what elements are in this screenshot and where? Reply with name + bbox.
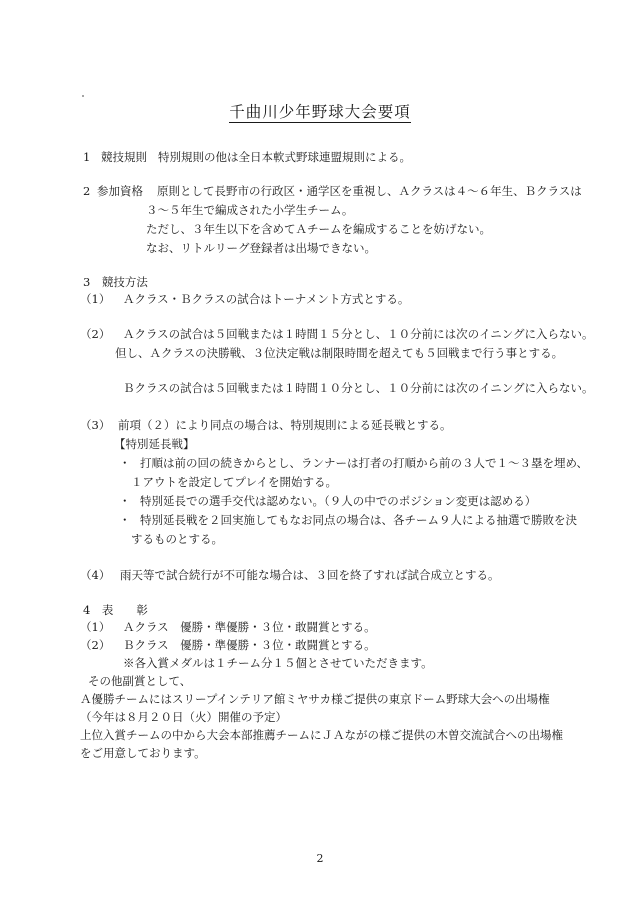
- section-4-heading: 4 表 彰: [83, 603, 148, 617]
- item-3-2-line: Ｂクラスの試合は５回戦または１時間１０分とし、１０分前には次のイニングに入らない。: [123, 381, 594, 395]
- prize-line: その他副賞として、: [88, 674, 192, 688]
- item-3-3-text: 前項（２）により同点の場合は、特別規則による延長戦とする。: [118, 418, 452, 432]
- bullet-line: 特別延長での選手交代は認めない。（９人の中でのポジション変更は認める）: [140, 494, 537, 508]
- bullet-line: １アウトを設定してプレイを開始する。: [131, 475, 337, 489]
- section-2-line: ただし、３年生以下を含めてＡチームを編成することを妨げない。: [146, 222, 491, 236]
- bullet-mark: ・: [119, 513, 131, 527]
- section-2-line: 原則として長野市の行政区・通学区を重視し、Ａクラスは４～６年生、Ｂクラスは: [157, 184, 582, 198]
- section-2-line: ３～５年生で編成された小学生チーム。: [146, 203, 354, 217]
- section-1-body: 特別規則の他は全日本軟式野球連盟規則による。: [158, 150, 411, 164]
- section-1-number: 1: [83, 150, 91, 164]
- prize-line: 上位入賞チームの中から大会本部推薦チームにＪＡながの様ご提供の木曽交流試合への出場権: [80, 728, 563, 742]
- item-3-3-number: （3）: [80, 418, 111, 432]
- item-3-3-subheading: 【特別延長戦】: [114, 437, 195, 451]
- item-3-4-text: 雨天等で試合続行が不可能な場合は、３回を終了すれば試合成立とする。: [120, 568, 500, 582]
- section-2-line: なお、リトルリーグ登録者は出場できない。: [146, 241, 376, 255]
- bullet-line: 特別延長戦を２回実施してもなお同点の場合は、各チーム９人による抽選で勝敗を決: [140, 513, 577, 527]
- prize-line: （今年は８月２０日（火）開催の予定）: [80, 710, 287, 724]
- bullet-mark: ・: [119, 494, 131, 508]
- section-1-heading: 競技規則: [101, 150, 147, 164]
- scan-speck: [82, 95, 84, 97]
- item-3-1-number: （1）: [80, 292, 111, 306]
- item-3-4-number: （4）: [80, 568, 111, 582]
- page-number: 2: [316, 852, 324, 865]
- item-3-2-line: Ａクラスの試合は５回戦または１時間１５分とし、１０分前には次のイニングに入らない。: [123, 327, 594, 341]
- item-3-2-number: （2）: [80, 327, 111, 341]
- item-3-2-line: 但し、Ａクラスの決勝戦、３位決定戦は制限時間を超えても５回戦まで行う事とする。: [115, 346, 564, 360]
- item-3-1-text: Ａクラス・Ｂクラスの試合はトーナメント方式とする。: [123, 292, 410, 306]
- bullet-mark: ・: [119, 456, 131, 470]
- item-4-2-number: （2）: [80, 638, 111, 652]
- section-2-heading: 参加資格: [97, 184, 143, 198]
- section-3-heading: 3 競技方法: [83, 275, 148, 289]
- document-title: 千曲川少年野球大会要項: [229, 103, 411, 121]
- medal-note: ※各入賞メダルは１チーム分１５個とさせていただきます。: [123, 656, 433, 670]
- bullet-line: するものとする。: [131, 532, 223, 546]
- item-4-1-number: （1）: [80, 620, 111, 634]
- section-2-number: 2: [83, 184, 91, 198]
- prize-line: Ａ優勝チームにはスリープインテリア館ミヤサカ様ご提供の東京ドーム野球大会への出場権: [80, 692, 550, 706]
- item-4-2-text: Ｂクラス 優勝・準優勝・３位・敢闘賞とする。: [123, 638, 376, 652]
- item-4-1-text: Ａクラス 優勝・準優勝・３位・敢闘賞とする。: [123, 620, 376, 634]
- prize-line: をご用意しております。: [80, 746, 206, 760]
- bullet-line: 打順は前の回の続きからとし、ランナーは打者の打順から前の３人で１～３塁を埋め、: [140, 456, 589, 470]
